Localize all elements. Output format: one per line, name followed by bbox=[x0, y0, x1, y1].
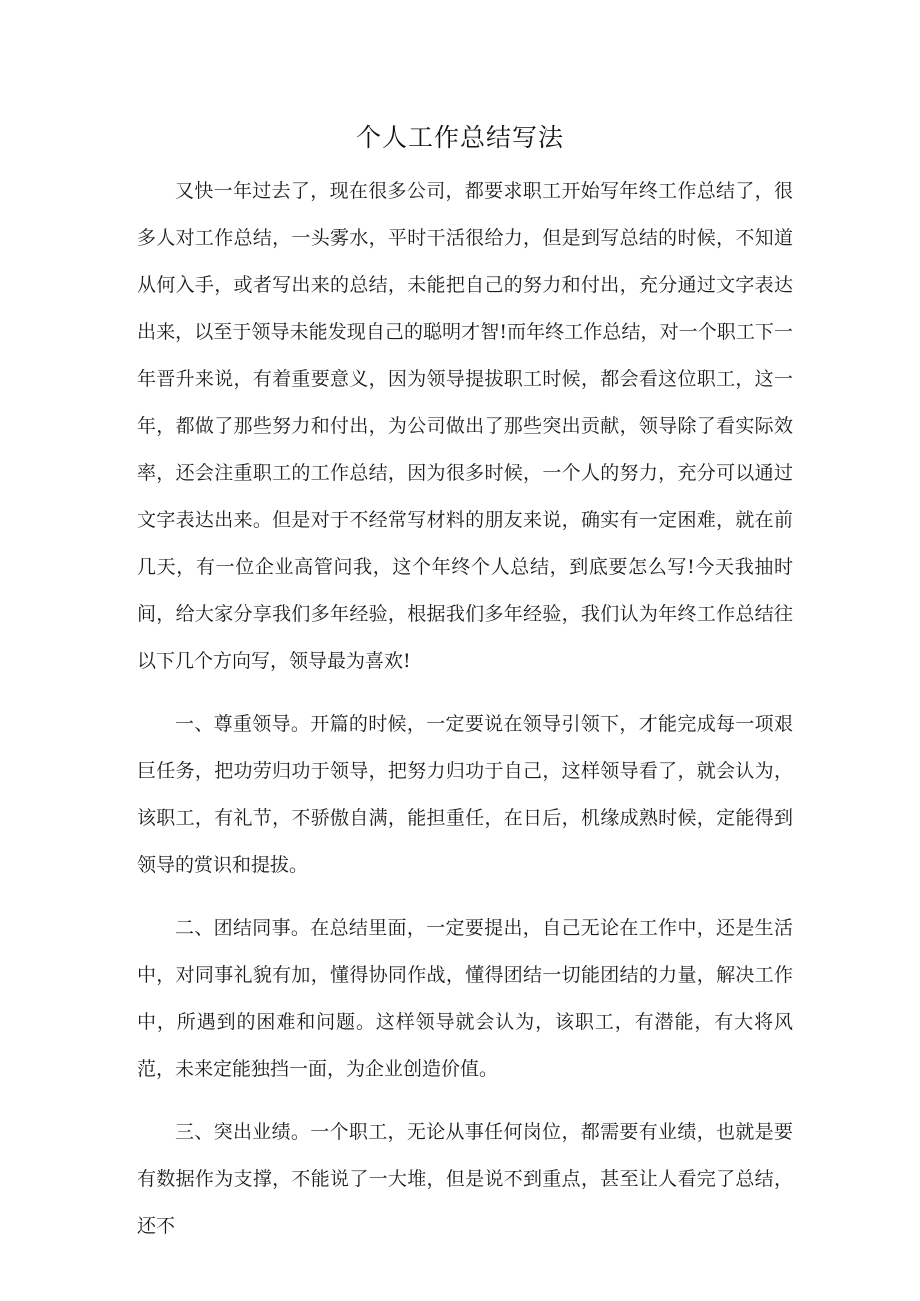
section-respect-leaders-paragraph: 一、尊重领导。开篇的时候，一定要说在领导引领下，才能完成每一项艰巨任务，把功劳归功于领导，把努力归功于自己，这样领导看了，就会认为，该职工，有礼节，不骄傲自满，能担重任，在日后，机缘成熟时候，定能得到领导的赏识和提拔。 bbox=[137, 713, 793, 876]
document-title: 个人工作总结写法 bbox=[355, 123, 564, 152]
section-highlight-performance-paragraph: 三、突出业绩。一个职工，无论从事任何岗位，都需要有业绩，也就是要有数据作为支撑，不能说了一大堆，但是说不到重点，甚至让人看完了总结，还不 bbox=[137, 1121, 793, 1237]
document-body bbox=[137, 168, 793, 1266]
section-unite-colleagues-paragraph: 二、团结同事。在总结里面，一定要提出，自己无论在工作中，还是生活中，对同事礼貌有加，懂得协同作战，懂得团结一切能团结的力量，解决工作中，所遇到的困难和问题。这样领导就会认为，该职工，有潜能，有大将风范，未来定能独挡一面，为企业创造价值。 bbox=[137, 917, 793, 1080]
intro-paragraph: 又快一年过去了，现在很多公司，都要求职工开始写年终工作总结了，很多人对工作总结，一头雾水，平时干活很给力，但是到写总结的时候，不知道从何入手，或者写出来的总结，未能把自己的努力和付出，充分通过文字表达出来，以至于领导未能发现自己的聪明才智!而年终工作总结，对一个职工下一年晋升来说，有着重要意义，因为领导提拔职工时候，都会看这位职工，这一年，都做了那些努力和付出，为公司做出了那些突出贡献，领导除了看实际效率，还会注重职工的工作总结，因为很多时候，一个人的努力，充分可以通过文字表达出来。但是对于不经常写材料的朋友来说，确实有一定困难，就在前几天，有一位企业高管问我，这个年终个人总结，到底要怎么写!今天我抽时间，给大家分享我们多年经验，根据我们多年经验，我们认为年终工作总结往以下几个方向写，领导最为喜欢! bbox=[137, 180, 793, 672]
